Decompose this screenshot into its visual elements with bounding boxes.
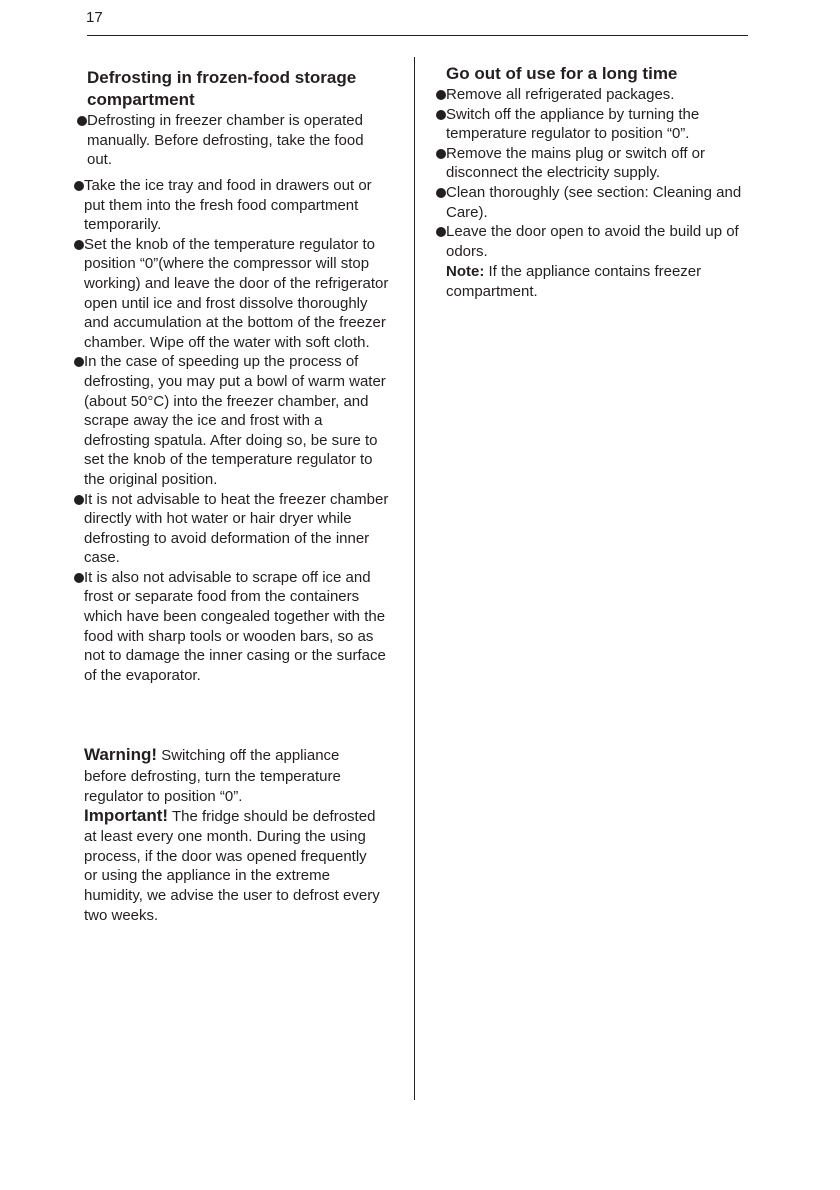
list-item-text: Clean thoroughly (see section: Cleaning and Care). <box>446 183 742 221</box>
list-item <box>74 235 390 353</box>
list-item <box>74 490 390 568</box>
bullet-icon <box>74 573 84 583</box>
list-item-text: Take the ice tray and food in drawers out or put them into the fresh food compartment temporarily. <box>84 177 372 234</box>
page-number: 17 <box>86 9 103 26</box>
list-item <box>74 176 390 235</box>
warning-note <box>74 745 374 808</box>
defrost-intro <box>77 111 390 170</box>
important-note <box>74 806 384 926</box>
bullet-icon <box>77 116 87 126</box>
bullet-icon <box>436 149 446 159</box>
note-label: Note: <box>446 263 485 280</box>
warning-text: Switching off the appliance before defrosting, turn the temperature regulator to position “0”. <box>84 747 341 805</box>
bullet-icon <box>436 110 446 120</box>
list-item-text: Remove the mains plug or switch off or disconnect the electricity supply. <box>446 144 706 182</box>
important-text: The fridge should be defrosted at least every one month. During the using process, if the door was opened frequently or using the appliance in the extreme humidity, we advise the user to defrost every two weeks. <box>84 808 380 924</box>
list-item <box>436 85 748 105</box>
list-item-text: Defrosting in freezer chamber is operated manually. Before defrosting, take the food out. <box>87 112 364 169</box>
header-rule <box>87 35 748 36</box>
list-item-text: Set the knob of the temperature regulator to position “0”(where the compressor will stop working) and leave the door of the refrigerator open until ice and frost dissolve thoroughly and accumulation at the bottom of the freezer chamber. Wipe off the water with soft cloth. <box>84 235 389 351</box>
list-item-text: In the case of speeding up the process of defrosting, you may put a bowl of warm water (about 50°C) into the freezer chamber, and scrape away the ice and frost with a defrosting spatula. After doing so, be sure to set the knob of the temperature regulator to the original position. <box>84 353 386 488</box>
list-item <box>436 105 748 144</box>
list-item-text: It is also not advisable to scrape off ice and frost or separate food from the containers which have been congealed together with the food with sharp tools or wooden bars, so as not to damage the inner casing or the surface of the evaporator. <box>84 568 386 684</box>
bullet-icon <box>436 90 446 100</box>
list-item-text: Leave the door open to avoid the build up of odors. <box>446 223 739 260</box>
list-item <box>74 352 390 489</box>
note-text: If the appliance contains freezer compartment. <box>446 263 702 300</box>
bullet-icon <box>74 240 84 250</box>
section-heading-long-absence: Go out of use for a long time <box>446 64 678 83</box>
section-heading-defrosting: Defrosting in frozen-food storage compartment <box>87 68 357 109</box>
list-item <box>436 144 748 183</box>
list-item <box>436 183 748 222</box>
note <box>436 262 746 301</box>
long-absence-list <box>436 85 748 261</box>
bullet-icon <box>74 357 84 367</box>
important-label: Important! <box>84 806 169 825</box>
list-item-text: Switch off the appliance by turning the temperature regulator to position “0”. <box>446 105 700 143</box>
list-item-text: Remove all refrigerated packages. <box>446 86 675 103</box>
list-item <box>77 111 390 170</box>
bullet-icon <box>436 227 446 237</box>
warning-label: Warning! <box>84 745 158 764</box>
list-item-text: It is not advisable to heat the freezer chamber directly with hot water or hair dryer while defrosting to avoid deformation of the inner case. <box>84 490 389 567</box>
bullet-icon <box>74 181 84 191</box>
column-divider <box>414 57 415 1100</box>
defrost-steps-list <box>74 176 390 685</box>
list-item <box>436 222 748 261</box>
bullet-icon <box>436 188 446 198</box>
list-item <box>74 568 390 686</box>
bullet-icon <box>74 495 84 505</box>
